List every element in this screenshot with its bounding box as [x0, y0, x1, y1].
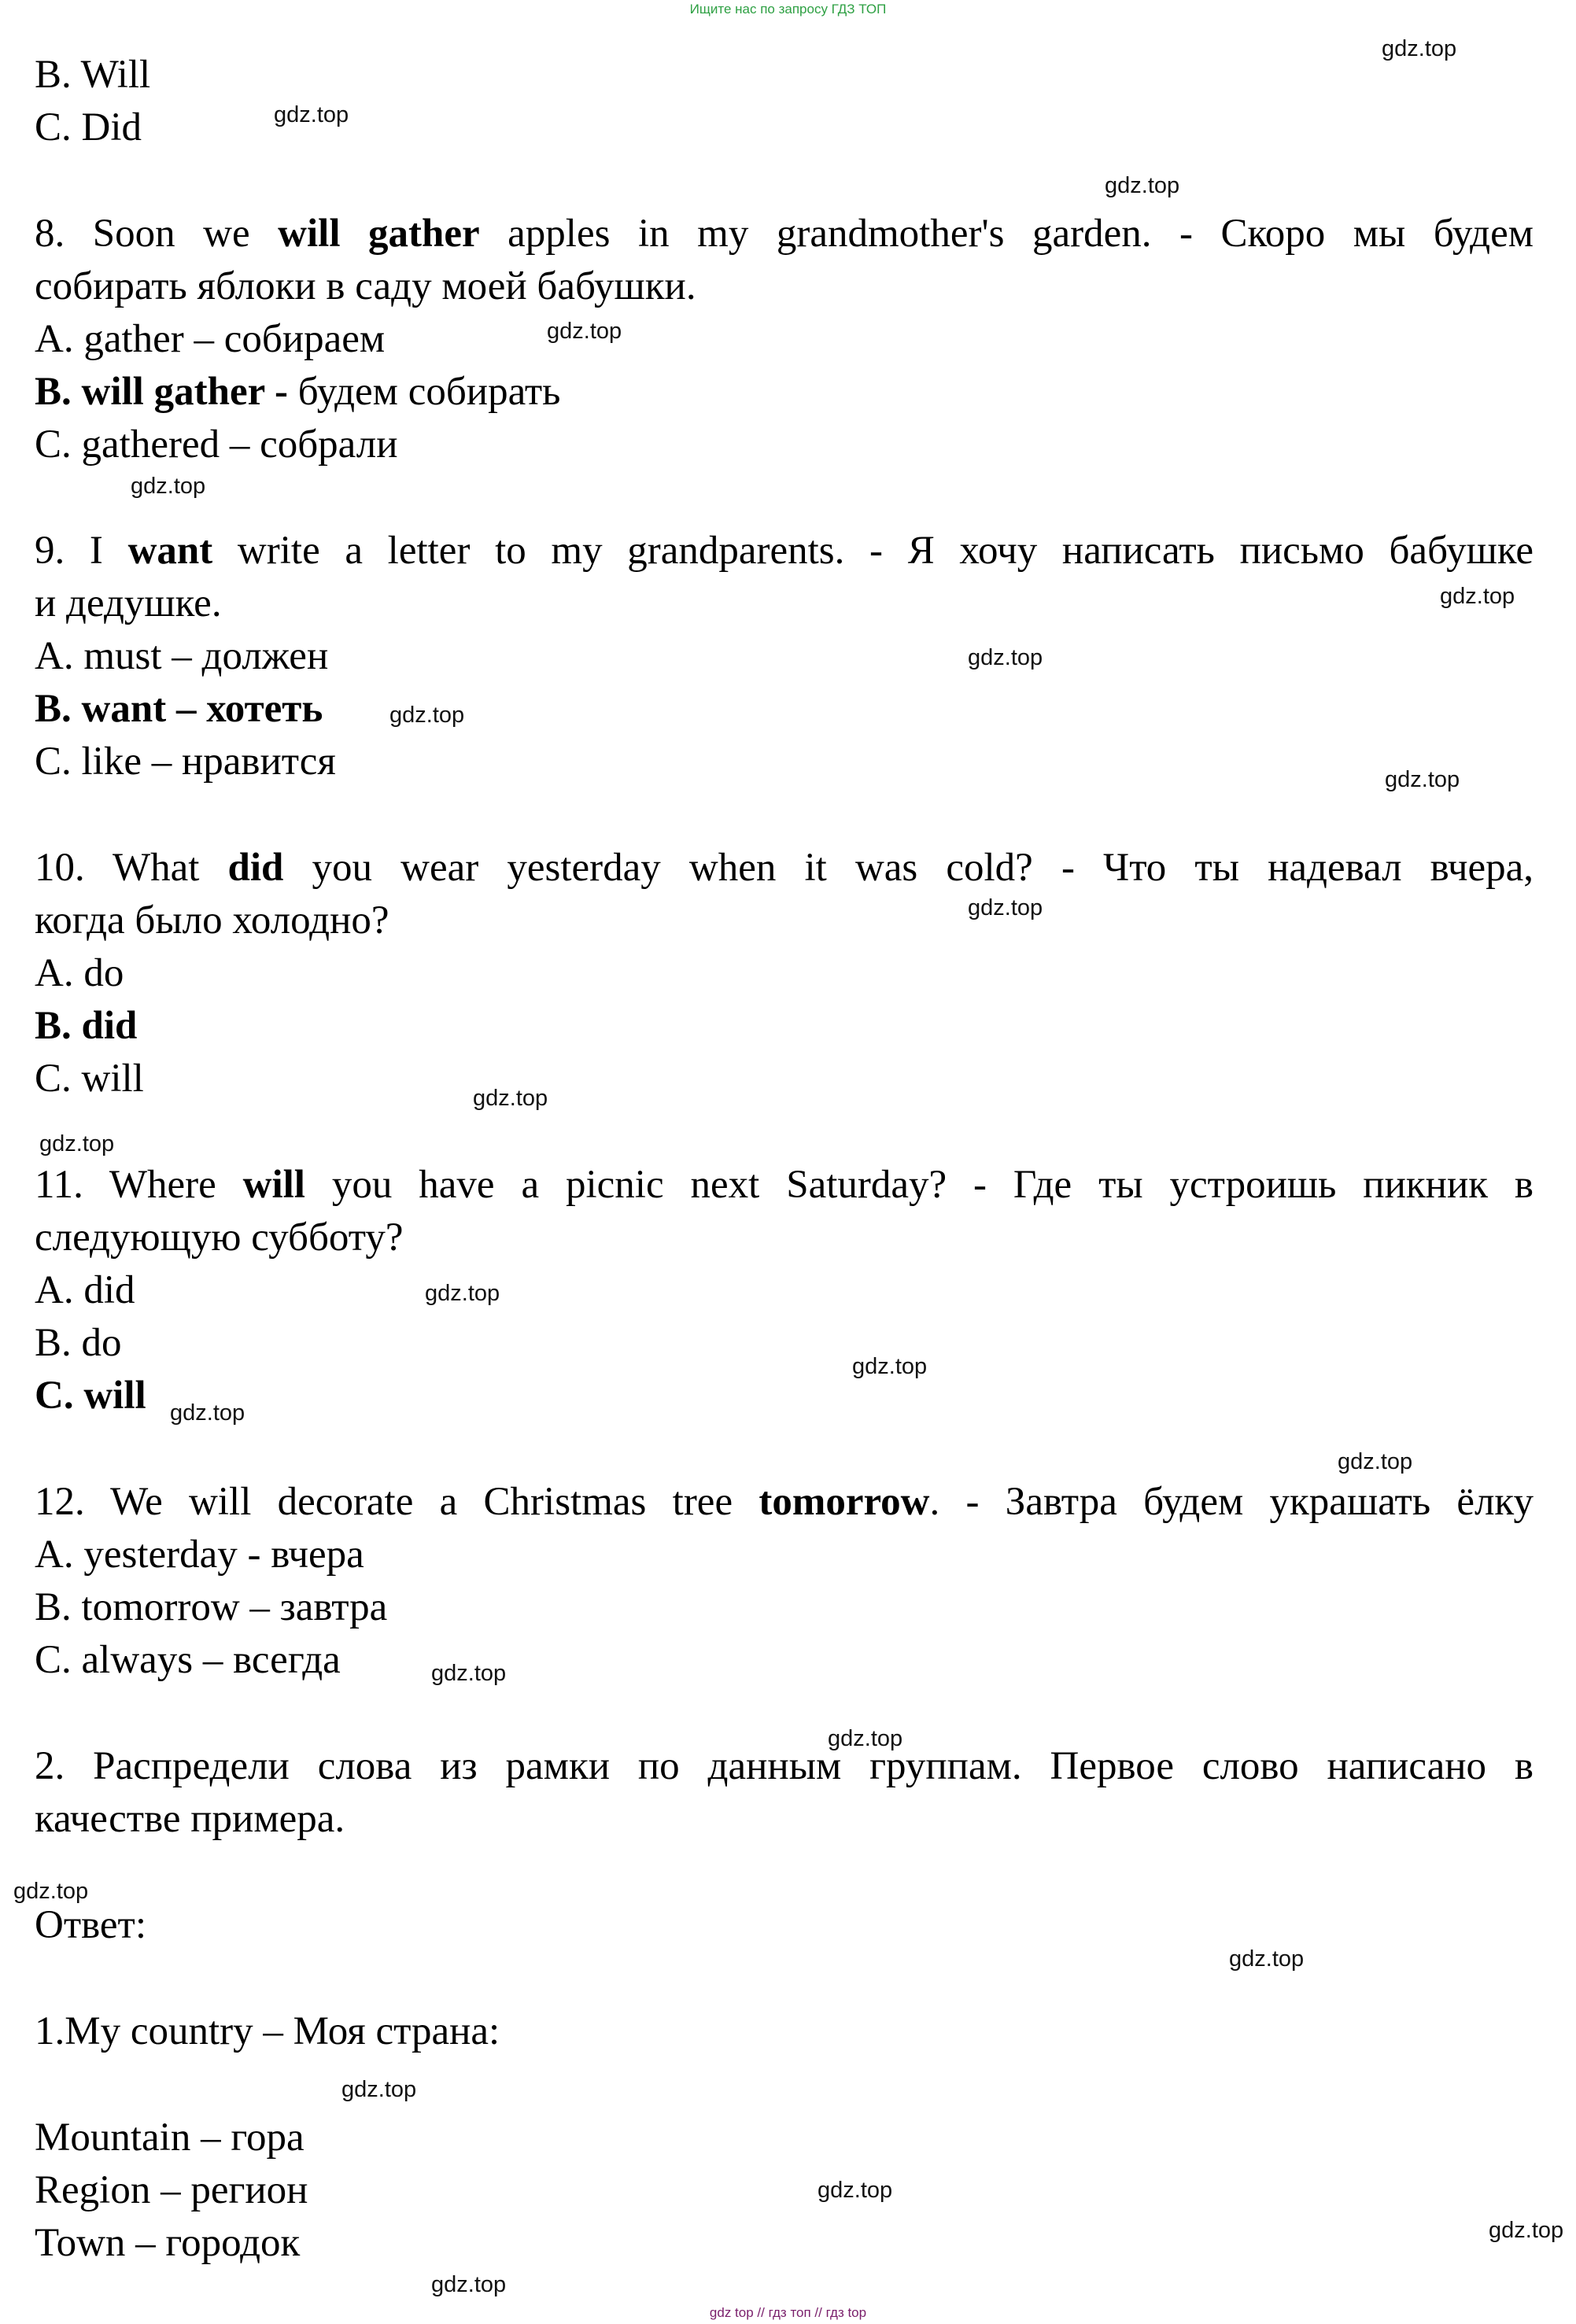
watermark: gdz.top: [968, 645, 1043, 670]
watermark: gdz.top: [274, 102, 349, 127]
q12-option-a: A. yesterday - вчера: [35, 1533, 364, 1577]
q9-option-a: A. must – должен: [35, 634, 329, 678]
watermark: gdz.top: [968, 895, 1043, 920]
q9-option-b: B. want – хотеть: [35, 687, 323, 731]
q9-option-c: C. like – нравится: [35, 740, 336, 784]
task2-heading-cont: качестве примера.: [35, 1797, 345, 1841]
watermark: gdz.top: [389, 703, 465, 728]
watermark: gdz.top: [170, 1400, 245, 1426]
q12-option-b: B. tomorrow – завтра: [35, 1585, 388, 1629]
watermark: gdz.top: [425, 1281, 500, 1306]
q10-question: 10. What did you wear yesterday when it was cold? - Что ты надевал вчера,: [35, 846, 1534, 890]
watermark: gdz.top: [547, 319, 622, 344]
q10-option-c: C. will: [35, 1057, 144, 1101]
word-town: Town – городок: [35, 2221, 301, 2265]
footer-banner[interactable]: gdz top // гдз топ // гдз top: [709, 2305, 867, 2320]
q9-question: 9. I want write a letter to my grandparents. - Я хочу написать письмо бабушке: [35, 529, 1534, 573]
word-mountain: Mountain – гора: [35, 2116, 304, 2160]
q10-option-b: B. did: [35, 1004, 138, 1048]
watermark: gdz.top: [431, 1661, 507, 1686]
q7-option-b: B. Will: [35, 53, 151, 97]
q10-translation: когда было холодно?: [35, 898, 389, 943]
q8-question: 8. Soon we will gather apples in my grandmother's garden. - Скоро мы будем: [35, 212, 1534, 256]
watermark: gdz.top: [39, 1131, 115, 1156]
q7-option-c: C. Did: [35, 105, 142, 149]
q10-option-a: A. do: [35, 951, 124, 995]
watermark: gdz.top: [1385, 767, 1460, 792]
group-heading: 1.My country – Моя страна:: [35, 2009, 500, 2053]
q8-option-c: C. gathered – собрали: [35, 422, 398, 467]
watermark: gdz.top: [13, 1879, 89, 1904]
watermark: gdz.top: [852, 1354, 928, 1379]
watermark: gdz.top: [1105, 173, 1180, 198]
watermark: gdz.top: [828, 1726, 903, 1751]
task2-heading: 2. Распредели слова из рамки по данным группам. Первое слово написано в: [35, 1744, 1534, 1788]
q11-translation: следующую субботу?: [35, 1215, 404, 1260]
watermark: gdz.top: [1382, 36, 1457, 61]
watermark: gdz.top: [818, 2178, 893, 2203]
q12-question: 12. We will decorate a Christmas tree tomorrow. - Завтра будем украшать ёлку: [35, 1480, 1534, 1524]
watermark: gdz.top: [1440, 584, 1515, 609]
q9-translation: и дедушке.: [35, 581, 222, 625]
watermark: gdz.top: [473, 1086, 548, 1111]
q8-option-b: B. will gather - будем собирать: [35, 370, 561, 414]
watermark: gdz.top: [131, 474, 206, 499]
q11-option-a: A. did: [35, 1268, 135, 1312]
watermark: gdz.top: [1489, 2218, 1564, 2243]
header-banner[interactable]: Ищите нас по запросу ГДЗ ТОП: [689, 2, 887, 17]
q11-option-c: C. will: [35, 1374, 146, 1418]
watermark: gdz.top: [1229, 1946, 1305, 1972]
q11-option-b: B. do: [35, 1321, 122, 1365]
watermark: gdz.top: [1338, 1449, 1413, 1474]
answer-label: Ответ:: [35, 1903, 146, 1947]
word-region: Region – регион: [35, 2168, 308, 2212]
q8-translation: собирать яблоки в саду моей бабушки.: [35, 264, 696, 308]
q8-option-a: A. gather – собираем: [35, 317, 386, 361]
q11-question: 11. Where will you have a picnic next Saturday? - Где ты устроишь пикник в: [35, 1163, 1534, 1207]
watermark: gdz.top: [341, 2077, 417, 2102]
watermark: gdz.top: [431, 2272, 507, 2297]
q12-option-c: C. always – всегда: [35, 1638, 341, 1682]
